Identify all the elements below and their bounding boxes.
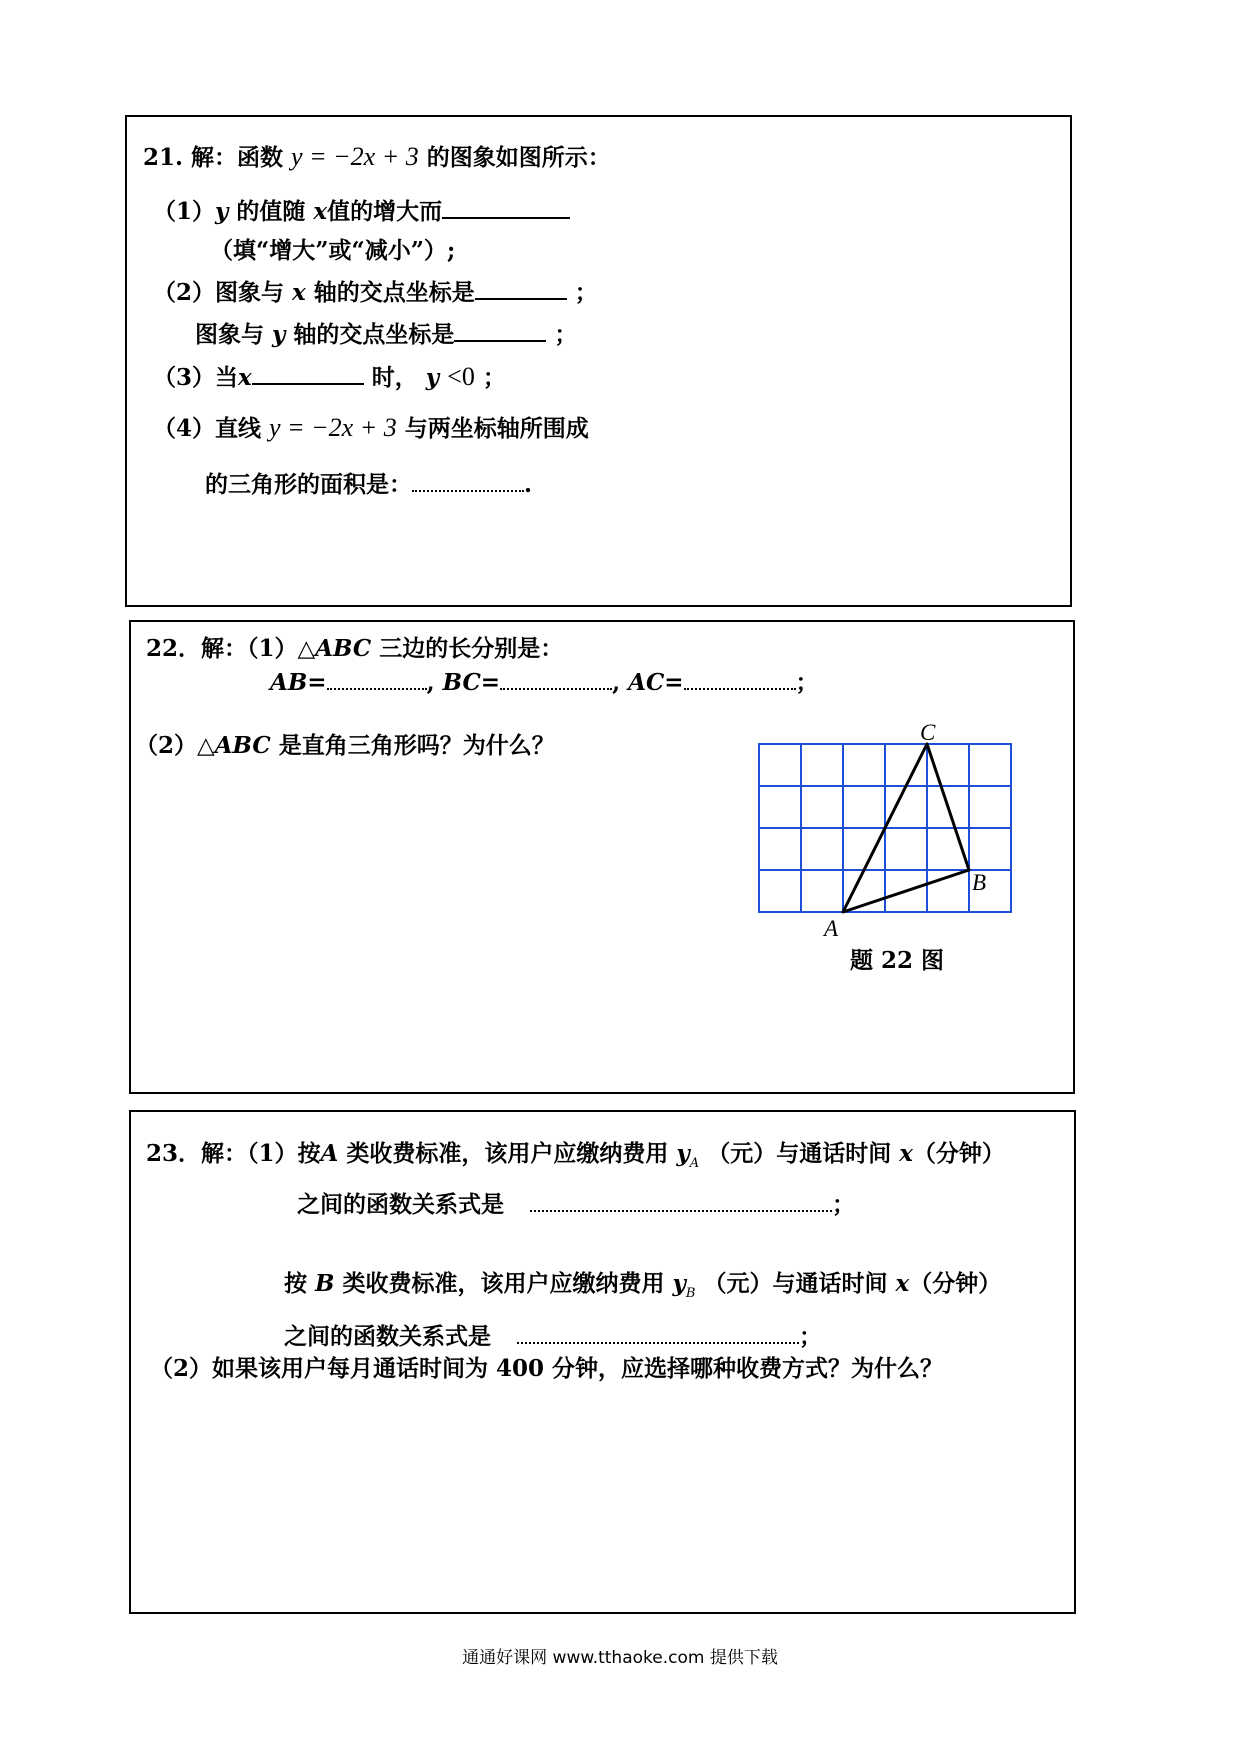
q21-part1: （1）y 的值随 x值的增大而	[153, 199, 570, 223]
figure-caption: 题 22 图	[850, 947, 945, 974]
q22-part2: （2）△ABC 是直角三角形吗？为什么？	[135, 732, 555, 759]
answer-blank-23-b[interactable]	[517, 1324, 799, 1344]
answer-blank-21-4[interactable]	[412, 472, 524, 492]
q23-line3: 按 B 类收费标准，该用户应缴纳费用 $y_B$ （元）与通话时间 x（分钟）	[284, 1270, 1002, 1301]
q21-part1-note: （填“增大”或“减小”）;	[210, 237, 456, 264]
q22-heading: 22．解：（1）△ABC 三边的长分别是：	[146, 635, 564, 662]
q22-side-lengths: AB= , BC= , AC= ；	[270, 669, 819, 696]
q23-line1: 23．解：（1）按A 类收费标准，该用户应缴纳费用 $y_A$ （元）与通话时间 x（分钟）	[146, 1140, 1005, 1171]
q21-part4b: 的三角形的面积是： .	[205, 471, 533, 498]
q23-part2: （2）如果该用户每月通话时间为 400 分钟，应选择哪种收费方式？为什么？	[150, 1355, 944, 1382]
answer-blank-bc[interactable]	[500, 670, 612, 690]
q21-part3: （3）当x 时， y <0 ；	[153, 362, 506, 391]
point-label-a: A	[824, 916, 839, 941]
q23-line2: 之间的函数关系式是 ；	[297, 1191, 856, 1218]
q21-part4: （4）直线 y = −2x + 3 与两坐标轴所围成	[153, 413, 589, 442]
answer-box-21	[125, 115, 1072, 607]
answer-blank-21-2a[interactable]	[475, 280, 567, 300]
page-footer: 通通好课网 www.tthaoke.com 提供下载	[462, 1648, 778, 1668]
point-label-b: B	[972, 870, 987, 895]
answer-blank-21-3[interactable]	[252, 365, 364, 385]
point-label-c: C	[920, 720, 936, 745]
q21-part2: （2）图象与 x 轴的交点坐标是 ；	[153, 279, 598, 306]
q23-line4: 之间的函数关系式是 ；	[284, 1323, 823, 1350]
answer-blank-ac[interactable]	[684, 670, 796, 690]
answer-blank-23-a[interactable]	[530, 1192, 832, 1212]
q21-heading: 21. 解：函数 y = −2x + 3 的图象如图所示：	[143, 142, 611, 171]
grid-triangle-figure	[740, 720, 1040, 920]
answer-blank-21-2b[interactable]	[454, 322, 546, 342]
q21-part2b: 图象与 y 轴的交点坐标是 ；	[195, 321, 578, 348]
answer-blank-ab[interactable]	[327, 670, 427, 690]
answer-blank-21-1[interactable]	[442, 199, 570, 219]
